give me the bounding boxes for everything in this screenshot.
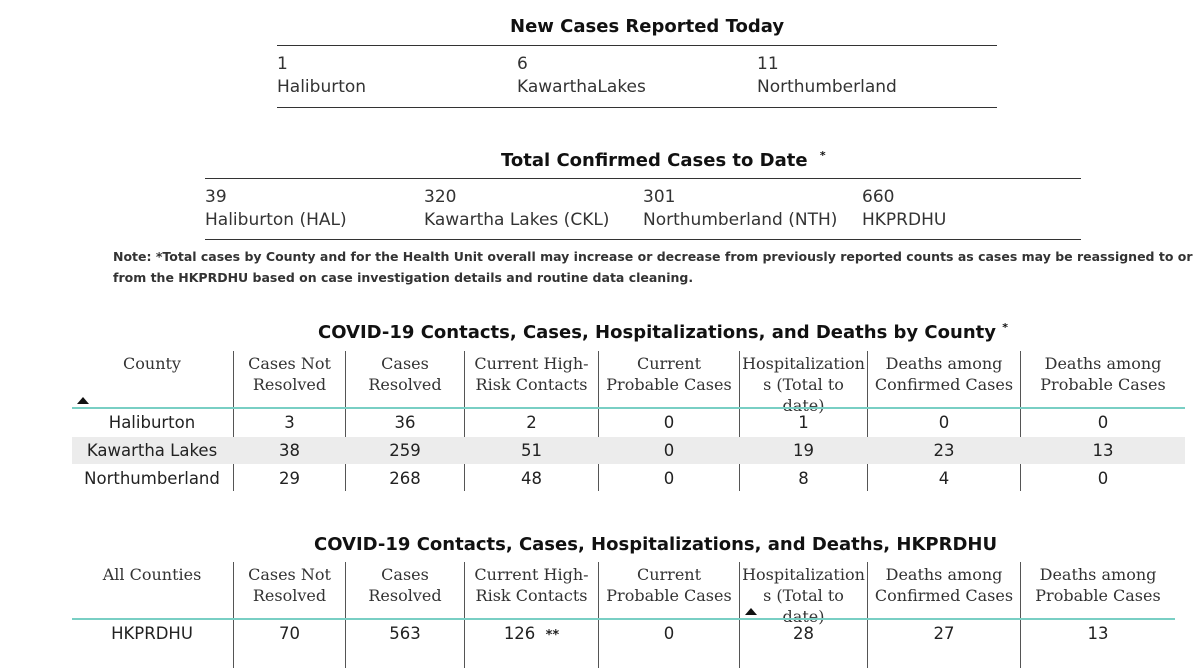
header-underline [72, 618, 1175, 620]
cell-deaths-confirmed: 0 [938, 413, 950, 432]
column-divider [345, 562, 346, 668]
new-cases-title: New Cases Reported Today [510, 16, 785, 37]
header-line-2: Probable Cases [1040, 375, 1166, 394]
cell-cases-not-resolved: 38 [279, 441, 300, 460]
double-asterisk-marker: ** [545, 628, 560, 643]
total-cases-bottom-rule [205, 239, 1081, 240]
header-line-1: Hospitalization [742, 354, 865, 373]
kpi-label: Northumberland (NTH) [643, 210, 838, 230]
kpi-value: 11 [757, 54, 779, 74]
cell-county: Kawartha Lakes [86, 441, 218, 460]
col-header-cases-resolved[interactable] [346, 353, 464, 395]
header-line-1: Current High- [474, 565, 589, 584]
col-header-probable-cases[interactable] [599, 353, 739, 395]
asterisk-marker: * [1002, 321, 1009, 334]
header-line-2: Confirmed Cases [874, 375, 1014, 394]
total-cases-kawartha [424, 187, 609, 230]
col-header-county[interactable] [72, 353, 232, 374]
header-line-1: Deaths among [885, 565, 1003, 584]
col-header-all-counties[interactable] [72, 564, 232, 585]
total-cases-haliburton [205, 187, 347, 230]
cell-probable-cases: 0 [663, 469, 675, 488]
new-cases-top-rule [277, 45, 997, 46]
cell-deaths-probable: 13 [1087, 624, 1109, 643]
note-line-2: from the HKPRDHU based on case investigation details and routine data cleaning. [113, 270, 694, 285]
kpi-label: Haliburton (HAL) [205, 210, 347, 230]
header-line-2: Probable Cases [1035, 586, 1161, 605]
cell-deaths-probable: 13 [1092, 441, 1114, 460]
header-line-2: Probable Cases [606, 375, 732, 394]
header-line-1: Deaths among [885, 354, 1003, 373]
col-header-probable-cases[interactable] [599, 564, 739, 606]
cell-county: Haliburton [108, 413, 196, 432]
cell-deaths-probable: 0 [1097, 413, 1109, 432]
cell-deaths-confirmed: 4 [938, 469, 950, 488]
cell-deaths-probable: 0 [1097, 469, 1109, 488]
cell-probable-cases: 0 [663, 413, 675, 432]
header-line-2: Risk Contacts [475, 586, 588, 605]
cell-cases-resolved: 259 [389, 441, 421, 460]
header-line-1: Deaths among [1039, 565, 1157, 584]
header-line-2: Resolved [252, 375, 327, 394]
note-text [113, 246, 1193, 288]
column-divider [739, 562, 740, 668]
col-header-high-risk-contacts[interactable] [465, 353, 598, 395]
cell-hospitalizations: 19 [793, 441, 814, 460]
cell-cases-not-resolved: 29 [279, 469, 300, 488]
header-line-1: Cases [381, 565, 429, 584]
cell-all-counties: HKPRDHU [111, 624, 193, 643]
total-cases-title [501, 149, 826, 171]
new-cases-northumberland [757, 54, 897, 97]
header-line-2: s (Total to date) [763, 586, 844, 626]
kpi-label: KawarthaLakes [517, 77, 646, 97]
col-header-cases-resolved[interactable] [346, 564, 464, 606]
header-line-1: Cases [381, 354, 429, 373]
header-underline [72, 407, 1185, 409]
cell-probable-cases: 0 [663, 624, 675, 643]
cell-probable-cases: 0 [663, 441, 675, 460]
county-table-title-text: COVID-19 Contacts, Cases, Hospitalizations, and Deaths by County [318, 322, 996, 343]
header-line-2: Confirmed Cases [874, 586, 1014, 605]
header-line-1: Cases Not [248, 565, 331, 584]
col-header-deaths-probable[interactable] [1021, 353, 1185, 395]
kpi-value: 320 [424, 187, 457, 207]
column-divider [867, 562, 868, 668]
cell-hospitalizations: 8 [798, 469, 809, 488]
col-header-deaths-probable[interactable] [1021, 564, 1175, 606]
kpi-value: 39 [205, 187, 227, 207]
header-line-2: Resolved [368, 586, 442, 605]
kpi-label: HKPRDHU [862, 210, 947, 230]
cell-deaths-confirmed: 23 [933, 441, 955, 460]
total-cases-title-text: Total Confirmed Cases to Date [501, 150, 808, 171]
hkprdhu-table-title: COVID-19 Contacts, Cases, Hospitalizations, and Deaths, HKPRDHU [314, 534, 998, 555]
column-divider [598, 562, 599, 668]
cell-cases-resolved: 563 [389, 624, 421, 643]
cell-high-risk-contacts [465, 624, 598, 643]
header-line-1: County [123, 354, 181, 373]
county-table-title [318, 321, 1008, 343]
new-cases-kawartha [517, 54, 646, 97]
header-line-1: Deaths among [1044, 354, 1162, 373]
header-line-2: Resolved [252, 586, 327, 605]
cell-cases-not-resolved: 3 [284, 413, 295, 432]
column-divider [1020, 562, 1021, 668]
col-header-cases-not-resolved[interactable] [234, 564, 345, 606]
cell-county: Northumberland [84, 469, 220, 488]
header-line-2: Risk Contacts [475, 375, 588, 394]
header-line-1: Current High- [474, 354, 589, 373]
sort-ascending-icon[interactable] [745, 608, 757, 615]
cell-high-risk-contacts: 51 [521, 441, 542, 460]
asterisk-marker: * [819, 149, 826, 162]
note-line-1: Note: *Total cases by County and for the Health Unit overall may increase or decrease from previously reported counts as cases may be reassigned to or [113, 249, 1193, 264]
total-cases-northumberland [643, 187, 837, 230]
total-cases-hkprdhu [862, 187, 946, 230]
kpi-value: 6 [517, 54, 528, 74]
header-line-2: Resolved [368, 375, 442, 394]
col-header-deaths-confirmed[interactable] [868, 353, 1020, 395]
header-line-1: Hospitalization [742, 565, 865, 584]
sort-ascending-icon[interactable] [77, 397, 89, 404]
header-line-2: Probable Cases [606, 586, 732, 605]
cell-high-risk-contacts: 48 [521, 469, 542, 488]
cell-hospitalizations: 28 [793, 624, 814, 643]
col-header-deaths-confirmed[interactable] [868, 564, 1020, 606]
header-line-1: Current [636, 354, 702, 373]
cell-deaths-confirmed: 27 [933, 624, 955, 643]
cell-high-risk-contacts: 2 [526, 413, 537, 432]
kpi-value: 660 [862, 187, 895, 207]
kpi-value: 301 [643, 187, 676, 207]
kpi-label: Haliburton [277, 77, 367, 97]
cell-cases-resolved: 268 [389, 469, 421, 488]
column-divider [233, 562, 234, 668]
cell-cases-not-resolved: 70 [279, 624, 300, 643]
total-cases-top-rule [205, 178, 1081, 179]
cell-cases-resolved: 36 [394, 413, 416, 432]
cell-hospitalizations: 1 [798, 413, 809, 432]
header-line-1: Current [636, 565, 702, 584]
column-divider [464, 562, 465, 668]
kpi-label: Kawartha Lakes (CKL) [424, 210, 610, 230]
new-cases-haliburton [277, 54, 366, 97]
kpi-value: 1 [277, 54, 288, 74]
new-cases-bottom-rule [277, 107, 997, 108]
col-header-high-risk-contacts[interactable] [465, 564, 598, 606]
col-header-cases-not-resolved[interactable] [234, 353, 345, 395]
header-line-1: All Counties [102, 565, 202, 584]
header-line-1: Cases Not [248, 354, 331, 373]
cell-value: 126 [503, 624, 536, 643]
header-line-2: s (Total to date) [763, 375, 844, 415]
kpi-label: Northumberland [757, 77, 897, 97]
